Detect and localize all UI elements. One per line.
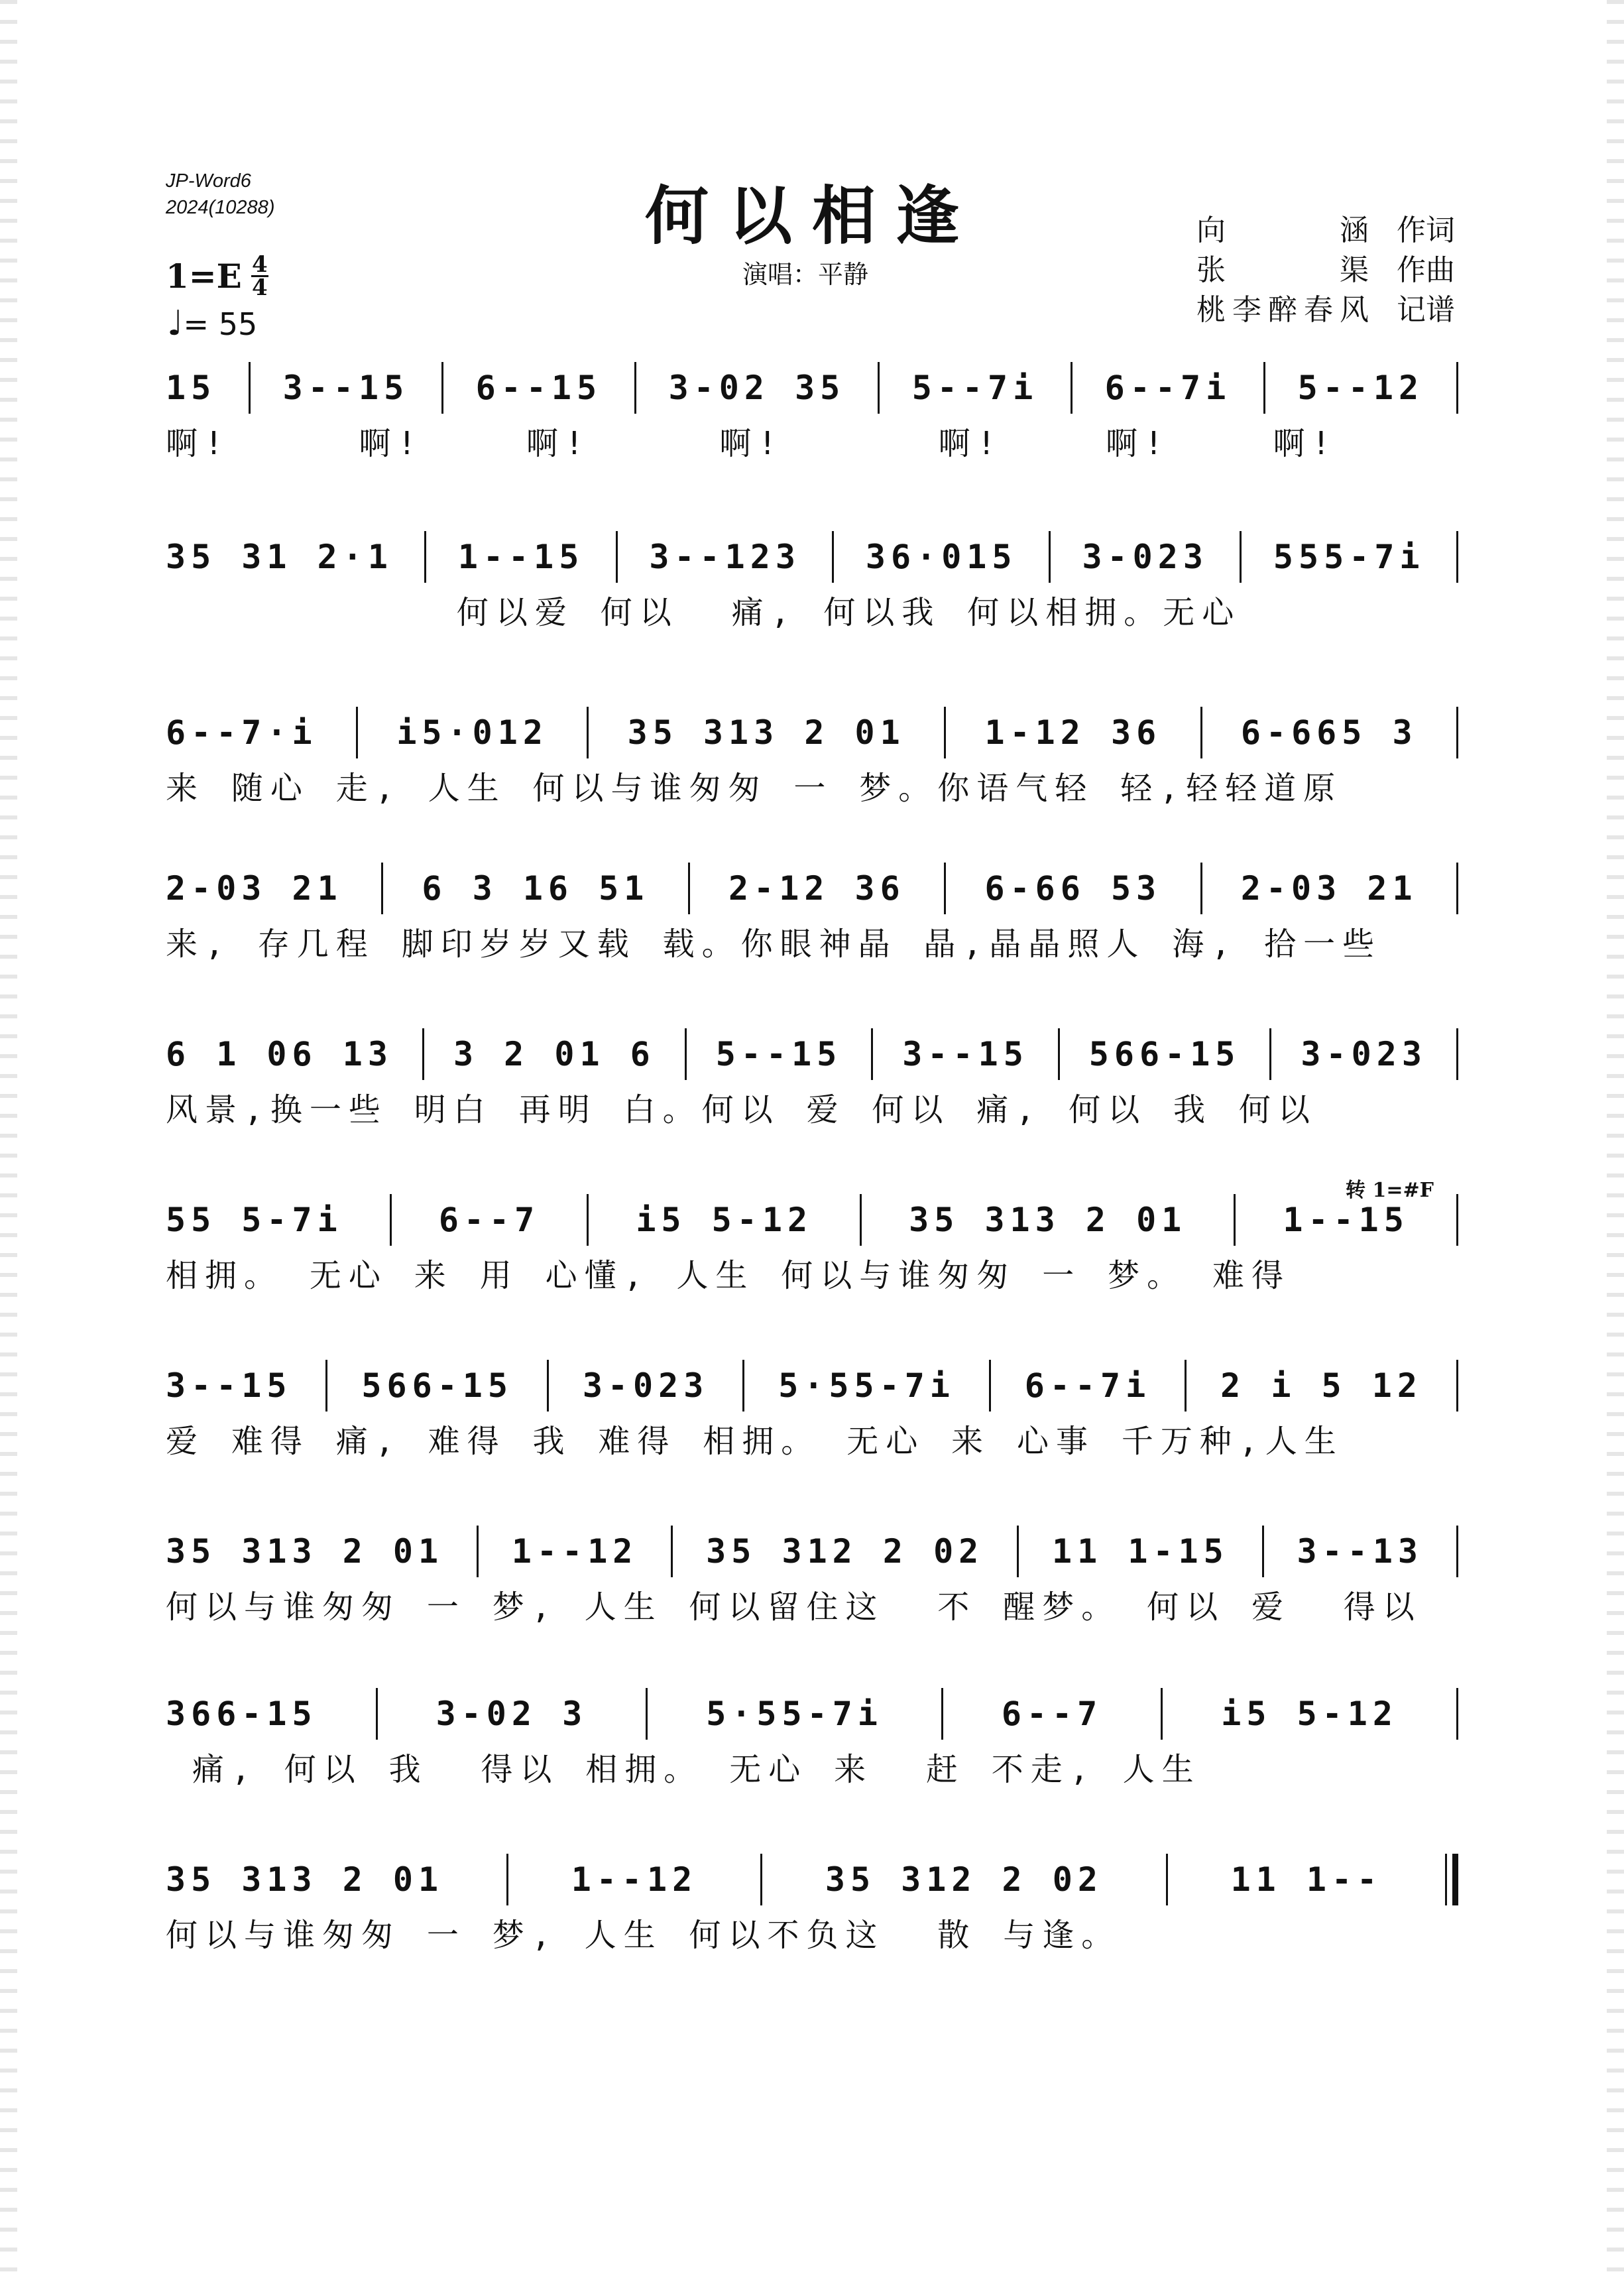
credit-name: 向 涵 xyxy=(1196,213,1369,247)
barline xyxy=(1456,863,1458,914)
barline xyxy=(832,531,834,583)
notation-line xyxy=(166,1522,1458,1581)
notation-line xyxy=(166,1190,1458,1250)
barline xyxy=(506,1854,508,1905)
barline xyxy=(1071,362,1073,414)
time-signature xyxy=(251,251,268,301)
barline xyxy=(1017,1526,1019,1577)
measure: 1--15 xyxy=(1283,1201,1409,1239)
barline xyxy=(871,1028,873,1080)
barline xyxy=(325,1360,327,1412)
key-label: 1=E xyxy=(166,257,242,296)
measure: 3-023 xyxy=(582,1366,709,1405)
barline xyxy=(989,1360,991,1412)
barline xyxy=(356,707,358,758)
measure: 5·55-7i xyxy=(706,1695,883,1733)
measure: 3-02 3 xyxy=(435,1695,588,1733)
barline xyxy=(688,863,690,914)
measure: 1-12 36 xyxy=(984,713,1162,752)
barline xyxy=(944,707,946,758)
barline xyxy=(760,1854,762,1905)
notation-line xyxy=(166,358,1458,418)
key-signature xyxy=(166,251,268,301)
credit-row xyxy=(1196,211,1455,251)
page-edge-left xyxy=(0,0,17,2284)
measure: 6-665 3 xyxy=(1240,713,1418,752)
measure: 6--7i xyxy=(1104,369,1232,407)
credit-name: 张 渠 xyxy=(1196,253,1369,287)
measure: 5--15 xyxy=(715,1035,842,1073)
barline xyxy=(1166,1854,1168,1905)
notation-line xyxy=(166,1850,1458,1909)
notation-line xyxy=(166,859,1458,918)
barline xyxy=(1456,1526,1458,1577)
measure: 3-023 xyxy=(1301,1035,1427,1073)
barline xyxy=(390,1194,392,1246)
notation-line xyxy=(166,1024,1458,1084)
barline xyxy=(441,362,443,414)
measure: 5--7i xyxy=(911,369,1039,407)
barline xyxy=(381,863,383,914)
page-edge-right xyxy=(1607,0,1624,2284)
barline xyxy=(1185,1360,1187,1412)
measure: 6--7i xyxy=(1024,1366,1151,1405)
measure: 55 5-7i xyxy=(166,1201,343,1239)
lyrics-line: 何以爱 何以 痛, 何以我 何以相拥。无心 xyxy=(166,594,1242,631)
quarter-note-icon: ♩ xyxy=(167,304,184,343)
credit-role: 作词 xyxy=(1397,213,1455,247)
measure: 15 xyxy=(166,369,217,407)
credits-block xyxy=(1196,211,1455,330)
measure: 6 1 06 13 xyxy=(166,1035,393,1073)
measure: 2-03 21 xyxy=(1240,869,1418,908)
barline xyxy=(1262,1526,1264,1577)
lyrics-line: 相拥。 无心 来 用 心懂, 人生 何以与谁匆匆 一 梦。 难得 xyxy=(166,1257,1291,1294)
time-top: 4 xyxy=(251,251,268,278)
lyrics-line: 来, 存几程 脚印岁岁又载 载。你眼神晶 晶,晶晶照人 海, 拾一些 xyxy=(166,926,1382,963)
barline xyxy=(1456,1194,1458,1246)
measure: 35 31 2·1 xyxy=(166,538,393,576)
notation-line xyxy=(166,703,1458,762)
measure: 35 313 2 01 xyxy=(909,1201,1187,1239)
measure: 3 2 01 6 xyxy=(453,1035,656,1073)
barline xyxy=(587,707,589,758)
measure: 6--7·i xyxy=(166,713,318,752)
measure: 35 313 2 01 xyxy=(166,1860,444,1899)
barline xyxy=(1058,1028,1060,1080)
barline xyxy=(1456,531,1458,583)
measure: 566-15 xyxy=(361,1366,513,1405)
barline xyxy=(616,531,618,583)
measure: 36·015 xyxy=(865,538,1017,576)
credit-row xyxy=(1196,290,1455,330)
measure: 3--13 xyxy=(1297,1532,1424,1571)
barline xyxy=(1269,1028,1271,1080)
measure: 3--123 xyxy=(649,538,801,576)
barline xyxy=(860,1194,862,1246)
measure: 1--12 xyxy=(511,1532,638,1571)
measure: 3--15 xyxy=(282,369,410,407)
song-title: 何以相逢 xyxy=(645,178,979,253)
barline xyxy=(547,1360,549,1412)
barline xyxy=(671,1526,673,1577)
measure: 3--15 xyxy=(902,1035,1029,1073)
tempo-marking xyxy=(167,304,257,343)
barline xyxy=(685,1028,687,1080)
credit-row xyxy=(1196,251,1455,290)
measure: 2 i 5 12 xyxy=(1220,1366,1422,1405)
lyrics-line: 爱 难得 痛, 难得 我 难得 相拥。 无心 来 心事 千万种,人生 xyxy=(166,1423,1344,1460)
measure: 2-03 21 xyxy=(166,869,343,908)
measure: 1--12 xyxy=(571,1860,698,1899)
credit-role: 记谱 xyxy=(1397,293,1455,327)
measure: 566-15 xyxy=(1088,1035,1241,1073)
measure: 6-66 53 xyxy=(984,869,1162,908)
barline xyxy=(424,531,426,583)
barline xyxy=(878,362,880,414)
barline xyxy=(1234,1194,1236,1246)
credit-role: 作曲 xyxy=(1397,253,1455,287)
software-build: 2024(10288) xyxy=(166,197,275,218)
barline xyxy=(1200,863,1202,914)
measure: 5·55-7i xyxy=(778,1366,955,1405)
measure: 35 312 2 02 xyxy=(825,1860,1103,1899)
measure: 35 313 2 01 xyxy=(166,1532,444,1571)
barline xyxy=(941,1688,943,1740)
time-bottom: 4 xyxy=(251,274,268,301)
key-change: 转 1=#F xyxy=(1346,1179,1434,1202)
measure: 6--15 xyxy=(475,369,603,407)
measure: i5 5-12 xyxy=(1221,1695,1398,1733)
barline xyxy=(1456,707,1458,758)
measure: 6--7 xyxy=(1001,1695,1103,1733)
barline xyxy=(634,362,636,414)
lyrics-line: 风景,换一些 明白 再明 白。何以 爱 何以 痛, 何以 我 何以 xyxy=(166,1091,1317,1128)
measure: 6--7 xyxy=(438,1201,540,1239)
barline xyxy=(1456,362,1458,414)
barline xyxy=(249,362,251,414)
lyrics-line: 来 随心 走, 人生 何以与谁匆匆 一 梦。你语气轻 轻,轻轻道原 xyxy=(166,770,1343,807)
barline xyxy=(1263,362,1265,414)
singer-credit: 演唱：平静 xyxy=(742,260,869,289)
notation-line xyxy=(166,1356,1458,1415)
measure: 11 1-15 xyxy=(1052,1532,1229,1571)
barline xyxy=(1240,531,1242,583)
measure: 366-15 xyxy=(166,1695,318,1733)
measure: 2-12 36 xyxy=(728,869,905,908)
measure: 6 3 16 51 xyxy=(422,869,650,908)
notation-line xyxy=(166,1684,1458,1744)
barline xyxy=(587,1194,589,1246)
measure: 35 312 2 02 xyxy=(706,1532,984,1571)
measure: 11 1-- xyxy=(1230,1860,1383,1899)
measure: 555-7i xyxy=(1273,538,1425,576)
barline xyxy=(742,1360,744,1412)
barline xyxy=(1456,1028,1458,1080)
lyrics-line: 痛, 何以 我 得以 相拥。 无心 来 赶 不走, 人生 xyxy=(166,1751,1201,1788)
measure: 35 313 2 01 xyxy=(627,713,905,752)
barline xyxy=(1049,531,1051,583)
lyrics-line: 何以与谁匆匆 一 梦, 人生 何以留住这 不 醒梦。 何以 爱 得以 xyxy=(166,1589,1422,1626)
final-barline xyxy=(1445,1854,1458,1905)
notation-line xyxy=(166,527,1458,587)
barline xyxy=(376,1688,378,1740)
software-name: JP-Word6 xyxy=(166,170,251,192)
barline xyxy=(477,1526,479,1577)
measure: i5 5-12 xyxy=(636,1201,813,1239)
barline xyxy=(1456,1360,1458,1412)
measure: 3-023 xyxy=(1082,538,1208,576)
measure: 1--15 xyxy=(457,538,585,576)
credit-name: 桃 李 醉 春 风 xyxy=(1196,293,1369,327)
barline xyxy=(422,1028,424,1080)
measure: 3--15 xyxy=(166,1366,292,1405)
measure: 5--12 xyxy=(1297,369,1424,407)
lyrics-line: 何以与谁匆匆 一 梦, 人生 何以不负这 散 与逢。 xyxy=(166,1917,1121,1954)
barline xyxy=(1456,1688,1458,1740)
tempo-value: = 55 xyxy=(183,306,258,342)
barline xyxy=(944,863,946,914)
measure: 3-02 35 xyxy=(668,369,846,407)
barline xyxy=(1200,707,1202,758)
barline xyxy=(646,1688,648,1740)
measure: i5·012 xyxy=(396,713,548,752)
lyrics-line: 啊! 啊! 啊! 啊! 啊! 啊! 啊! xyxy=(166,425,1338,462)
barline xyxy=(1161,1688,1163,1740)
